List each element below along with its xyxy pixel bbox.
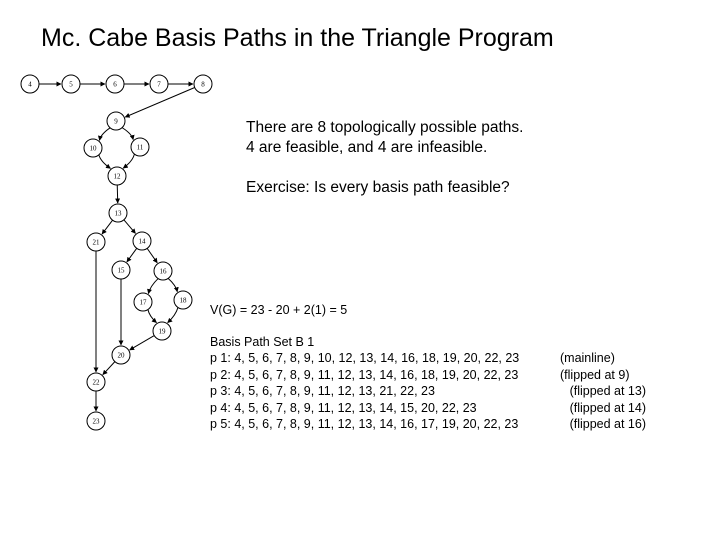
graph-node-4 xyxy=(21,75,39,93)
graph-node-22 xyxy=(87,373,105,391)
graph-node-label: 6 xyxy=(113,80,117,89)
graph-node-13 xyxy=(109,204,127,222)
graph-node-23 xyxy=(87,412,105,430)
graph-node-label: 11 xyxy=(136,143,144,152)
graph-node-5 xyxy=(62,75,80,93)
graph-edge-20-22 xyxy=(103,362,115,375)
slide-title: Mc. Cabe Basis Paths in the Triangle Program xyxy=(41,24,554,52)
program-graph xyxy=(0,0,230,440)
graph-node-16 xyxy=(154,262,172,280)
graph-node-label: 4 xyxy=(28,80,32,89)
graph-edge-9-11 xyxy=(122,128,133,140)
graph-edge-17-19 xyxy=(148,310,157,323)
basis-path-note: (mainline) xyxy=(560,351,615,366)
basis-path-row xyxy=(210,383,646,399)
graph-node-label: 13 xyxy=(114,209,122,218)
graph-nodes xyxy=(21,75,212,430)
graph-edge-18-19 xyxy=(168,307,178,322)
graph-node-label: 8 xyxy=(201,80,205,89)
basis-path-row xyxy=(210,350,646,366)
basis-path-row xyxy=(210,400,646,416)
graph-node-label: 18 xyxy=(179,296,187,305)
graph-node-20 xyxy=(112,346,130,364)
graph-node-19 xyxy=(153,322,171,340)
basis-path-text: p 4: 4, 5, 6, 7, 8, 9, 11, 12, 13, 14, 15, 20, 22, 23 xyxy=(210,400,477,415)
basis-path-text: p 3: 4, 5, 6, 7, 8, 9, 11, 12, 13, 21, 22, 23 xyxy=(210,384,435,399)
graph-node-14 xyxy=(133,232,151,250)
basis-path-text: p 1: 4, 5, 6, 7, 8, 9, 10, 12, 13, 14, 16, 18, 19, 20, 22, 23 xyxy=(210,351,520,366)
graph-node-8 xyxy=(194,75,212,93)
graph-edge-16-18 xyxy=(168,278,177,291)
graph-edge-14-16 xyxy=(147,248,157,262)
graph-node-label: 5 xyxy=(69,80,73,89)
graph-node-11 xyxy=(131,138,149,156)
notes-block xyxy=(246,118,523,198)
basis-path-note: (flipped at 16) xyxy=(569,416,646,431)
graph-node-label: 12 xyxy=(113,172,121,181)
graph-edge-19-20 xyxy=(130,336,155,350)
feasibility-note: 4 are feasible, and 4 are infeasible. xyxy=(246,139,488,156)
graph-edge-11-12 xyxy=(123,154,134,168)
graph-node-10 xyxy=(84,139,102,157)
graph-node-label: 10 xyxy=(89,144,97,153)
graph-edge-13-14 xyxy=(124,220,136,234)
cyclomatic-complexity: V(G) = 23 - 20 + 2(1) = 5 xyxy=(210,303,348,317)
graph-node-7 xyxy=(150,75,168,93)
basis-path-note: (flipped at 9) xyxy=(560,367,630,382)
basis-path-text: p 2: 4, 5, 6, 7, 8, 9, 11, 12, 13, 14, 16, 18, 19, 20, 22, 23 xyxy=(210,367,519,382)
graph-node-label: 15 xyxy=(117,266,125,275)
graph-node-label: 7 xyxy=(157,80,161,89)
exercise-note: Exercise: Is every basis path feasible? xyxy=(246,179,510,196)
graph-node-label: 19 xyxy=(158,327,166,336)
graph-node-label: 20 xyxy=(117,351,125,360)
graph-node-18 xyxy=(174,291,192,309)
graph-node-15 xyxy=(112,261,130,279)
graph-edge-14-15 xyxy=(127,248,137,262)
graph-node-label: 21 xyxy=(92,238,100,247)
graph-edge-10-12 xyxy=(99,155,111,169)
basis-path-note: (flipped at 14) xyxy=(569,400,646,415)
graph-node-17 xyxy=(134,293,152,311)
basis-set-heading: Basis Path Set B 1 xyxy=(210,335,315,349)
graph-edge-9-10 xyxy=(99,128,110,141)
basis-path-set xyxy=(210,334,646,432)
graph-node-label: 17 xyxy=(139,298,147,307)
basis-path-row xyxy=(210,416,646,432)
basis-path-note: (flipped at 13) xyxy=(569,384,646,399)
basis-path-text: p 5: 4, 5, 6, 7, 8, 9, 11, 12, 13, 14, 16, 17, 19, 20, 22, 23 xyxy=(210,416,519,431)
graph-node-label: 14 xyxy=(138,237,146,246)
graph-node-21 xyxy=(87,233,105,251)
graph-node-9 xyxy=(107,112,125,130)
graph-node-label: 22 xyxy=(92,378,100,387)
basis-path-row xyxy=(210,367,646,383)
graph-edge-13-21 xyxy=(102,220,113,234)
graph-node-12 xyxy=(108,167,126,185)
paths-count-note: There are 8 topologically possible paths. xyxy=(246,119,524,136)
graph-node-label: 23 xyxy=(92,417,100,426)
graph-edge-16-17 xyxy=(148,279,158,294)
graph-node-label: 9 xyxy=(114,117,118,126)
graph-node-label: 16 xyxy=(159,267,167,276)
graph-node-6 xyxy=(106,75,124,93)
